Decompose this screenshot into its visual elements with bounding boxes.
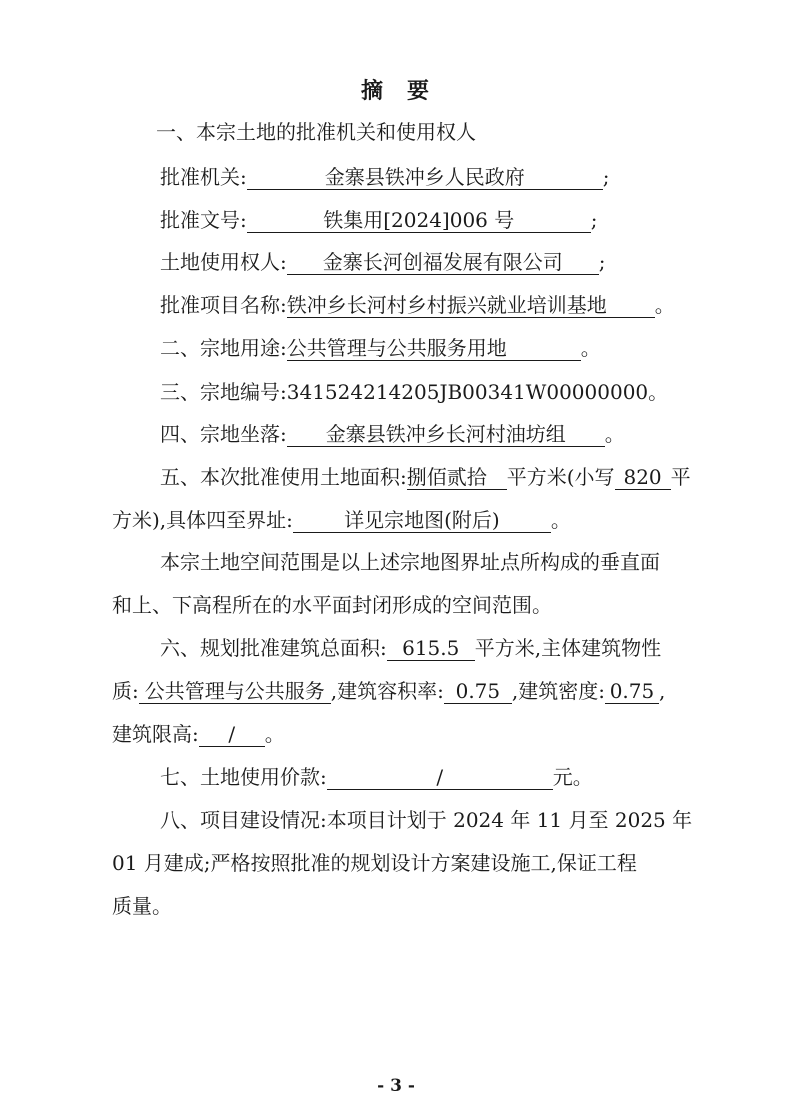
boundary-end: 。 [550, 508, 571, 532]
approval-number-line [160, 206, 760, 234]
parcel-number-label: 三、宗地编号: [160, 380, 287, 404]
building-density-label: ,建筑密度: [511, 679, 605, 703]
boundary-value: 详见宗地图(附后) [293, 508, 551, 533]
land-user-line [160, 248, 760, 276]
building-density-end: , [658, 679, 666, 703]
page-number: - 3 - [377, 1076, 415, 1096]
floor-area-ratio-value: 0.75 [444, 679, 512, 704]
building-area-mid-text: 平方米,主体建筑物性 [474, 636, 662, 660]
approved-area-line [160, 463, 760, 491]
land-user-label: 土地使用权人: [160, 250, 287, 274]
land-usage-end: 。 [580, 336, 601, 360]
building-area-value: 615.5 [387, 636, 475, 661]
parcel-number-line [160, 378, 760, 406]
building-density-value: 0.75 [605, 679, 659, 704]
approval-authority-value: 金寨县铁冲乡人民政府 [247, 165, 603, 190]
parcel-location-line [160, 420, 760, 448]
approved-area-unit-b: 方米),具体四至界址: [112, 508, 293, 532]
parcel-location-label: 四、宗地坐落: [160, 422, 287, 446]
height-limit-value: / [199, 722, 265, 747]
project-name-label: 批准项目名称: [160, 293, 287, 317]
height-limit-label: 建筑限高: [112, 722, 199, 746]
construction-plan-line-2: 01 月建成;严格按照批准的规划设计方案建设施工,保证工程 [112, 851, 637, 875]
space-scope-line-1: 本宗土地空间范围是以上述宗地图界址点所构成的垂直面 [160, 550, 660, 574]
page-title [0, 74, 792, 105]
parcel-number-value: 341524214205JB00341W00000000。 [286, 380, 669, 404]
building-nature-value: 公共管理与公共服务 [139, 679, 331, 704]
project-name-value: 铁冲乡长河村乡村振兴就业培训基地 [287, 293, 655, 318]
land-user-value: 金寨长河创福发展有限公司 [287, 250, 599, 275]
approval-number-value: 铁集用[2024]006 号 [247, 208, 591, 233]
title-char-2: 要 [407, 78, 432, 104]
project-name-line [160, 291, 760, 319]
project-name-end: 。 [654, 293, 675, 317]
approved-area-number-value: 820 [615, 465, 671, 490]
building-area-line [160, 634, 760, 662]
approved-area-chinese-value: 捌佰贰拾 [407, 465, 507, 490]
land-price-line [160, 763, 760, 791]
building-area-label: 六、规划批准建筑总面积: [160, 636, 387, 660]
approval-number-label: 批准文号: [160, 208, 247, 232]
boundary-line [112, 506, 712, 534]
parcel-location-value: 金寨县铁冲乡长河村油坊组 [287, 422, 605, 447]
approval-authority-label: 批准机关: [160, 165, 247, 189]
height-limit-line [112, 720, 712, 748]
construction-plan-line-1: 八、项目建设情况:本项目计划于 2024 年 11 月至 2025 年 [160, 808, 693, 832]
construction-plan-line-3: 质量。 [112, 894, 172, 918]
building-nature-line [112, 677, 712, 705]
approved-area-unit-a: 平 [670, 465, 691, 489]
floor-area-ratio-label: ,建筑容积率: [330, 679, 444, 703]
approval-authority-line [160, 163, 760, 191]
space-scope-line-2: 和上、下高程所在的水平面封闭形成的空间范围。 [112, 593, 552, 617]
building-nature-label: 质: [112, 679, 139, 703]
land-price-end: 元。 [552, 765, 593, 789]
land-usage-value: 公共管理与公共服务用地 [287, 336, 581, 361]
land-usage-line [160, 334, 760, 362]
land-price-value: / [327, 765, 553, 790]
approved-area-mid-text: 平方米(小写 [506, 465, 615, 489]
approval-number-end: ; [590, 208, 598, 232]
approval-authority-end: ; [602, 165, 610, 189]
parcel-location-end: 。 [604, 422, 625, 446]
height-limit-end: 。 [264, 722, 285, 746]
section-1-heading: 一、本宗土地的批准机关和使用权人 [156, 120, 476, 144]
land-usage-label: 二、宗地用途: [160, 336, 287, 360]
land-price-label: 七、土地使用价款: [160, 765, 327, 789]
land-user-end: ; [598, 250, 606, 274]
title-char-1: 摘 [360, 78, 385, 104]
approved-area-label: 五、本次批准使用土地面积: [160, 465, 407, 489]
